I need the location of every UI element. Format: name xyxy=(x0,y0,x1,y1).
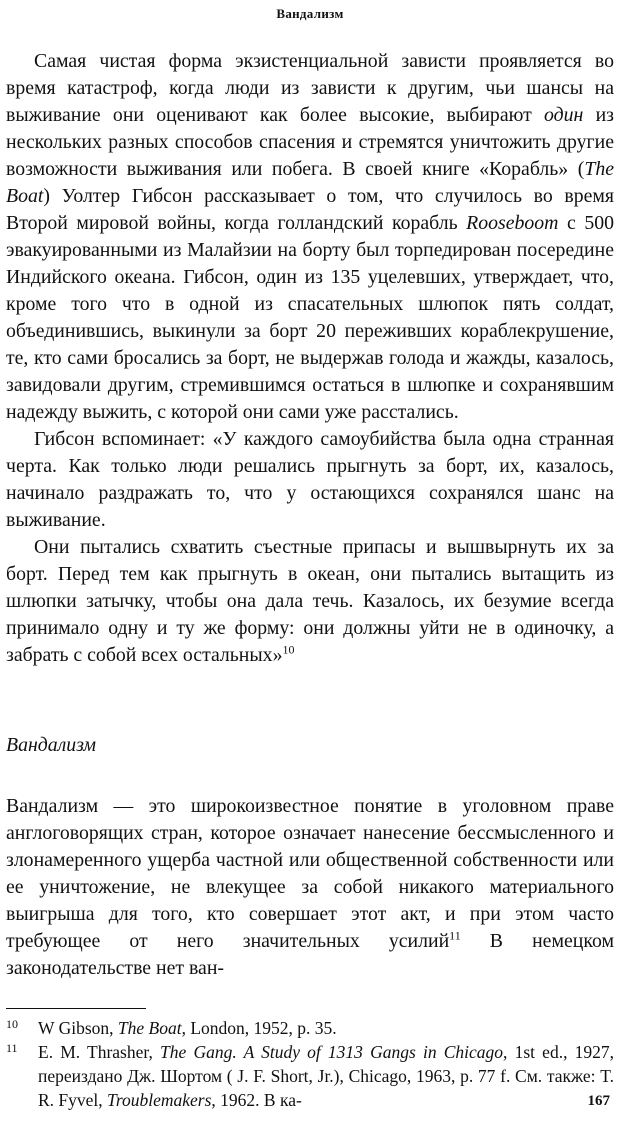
paragraph-1-emphasis-one: один xyxy=(544,104,584,126)
paragraph-1 xyxy=(6,48,614,426)
paragraph-3 xyxy=(6,534,614,669)
footnote-text xyxy=(38,1040,614,1112)
footnotes xyxy=(6,1016,614,1112)
footnote-number: 11 xyxy=(6,1041,18,1055)
footnote-11-title: The Gang. A Study of 1313 Gangs in Chicago xyxy=(160,1042,504,1062)
paragraph-1-text-b: из нескольких разных способов спасения и стремятся уничтожить другие возможности выживания или побега. В своей книге «Корабль» ( xyxy=(6,104,614,180)
section-paragraph xyxy=(6,793,614,982)
footnote-11 xyxy=(6,1040,614,1112)
footnote-10-imprint: , London, 1952, p. 35. xyxy=(181,1018,337,1038)
footnote-number: 10 xyxy=(6,1017,18,1031)
section-heading: Вандализм xyxy=(6,734,97,756)
section-paragraph-text: Вандализм — это широкоизвестное понятие в уголовном праве англоговорящих стран, которое означает нанесение бессмысленного и злонамеренного ущерба частной или общественной собственности или ее уничтожение, не влекущее за собой никакого материального выигрыша для того, кто совершает этот акт, и при этом часто требующее от него значительных усилий xyxy=(6,795,614,952)
footnote-11-tail: , 1962. В ка- xyxy=(211,1090,302,1110)
footnote-10-title: The Boat xyxy=(117,1018,182,1038)
running-head: Вандализм xyxy=(276,6,344,21)
main-text xyxy=(6,48,614,669)
section-paragraph-tail: В немецком законодательстве нет ван- xyxy=(6,930,614,979)
footnote-ref-11[interactable]: 11 xyxy=(449,928,461,943)
page-number: 167 xyxy=(587,1093,610,1109)
paragraph-3-text: Они пытались схватить съестные припасы и вышвырнуть их за борт. Перед тем как прыгнуть в океан, они пытались вытащить из шлюпки затычку, чтобы она дала течь. Казалось, их безумие всегда принимало одну и ту же форму: они должны уйти не в одиночку, а забрать с собой всех остальных» xyxy=(6,536,614,666)
footnote-11-second-title: Troublemakers xyxy=(107,1090,212,1110)
paragraph-1-text-d: с 500 эвакуированными из Малайзии на борту был торпедирован посередине Индийского океана. Гибсон, один из 135 уцелевших, утверждает, что, кроме того что в одной из спасательных шлюпок пять солдат, объединившись, выкинули за борт 20 переживших кораблекрушение, те, кто сами бросались за борт, не выдержав голода и жажды, казалось, завидовали другим, стремившимся остаться в шлюпке и сохранявшим надежду выжить, с которой они сами уже расстались. xyxy=(6,212,614,423)
paragraph-1-text-c: ) Уолтер Гибсон рассказывает о том, что случилось во время Второй мировой войны, когда голландский корабль xyxy=(6,185,614,234)
footnote-11-author: E. M. Thrasher, xyxy=(38,1042,161,1062)
footnote-ref-10[interactable]: 10 xyxy=(282,642,295,657)
footnote-text xyxy=(38,1016,614,1040)
footnote-10 xyxy=(6,1016,614,1040)
footnote-divider xyxy=(6,1008,146,1009)
footnote-10-author: W Gibson, xyxy=(38,1018,118,1038)
paragraph-1-book-title: The Boat xyxy=(6,158,614,207)
paragraph-1-text-a: Самая чистая форма экзистенциальной зависти проявляется во время катастроф, когда люди из зависти к другим, чьи шансы на выживание они оценивают как более высокие, выбирают xyxy=(6,50,614,126)
paragraph-1-ship-name: Rooseboom xyxy=(466,212,559,234)
section-text xyxy=(6,793,614,982)
paragraph-2: Гибсон вспоминает: «У каждого самоубийства была одна странная черта. Как только люди решались прыгнуть за борт, их, казалось, начинало раздражать то, что у остающихся сохранялся шанс на выживание. xyxy=(6,428,614,531)
footnote-11-imprint: , 1st ed., 1927, переиздано Дж. Шортом ( J. F. Short, Jr.), Chicago, 1963, p. 77 f. См. также: T. R. Fyvel, xyxy=(38,1042,614,1110)
